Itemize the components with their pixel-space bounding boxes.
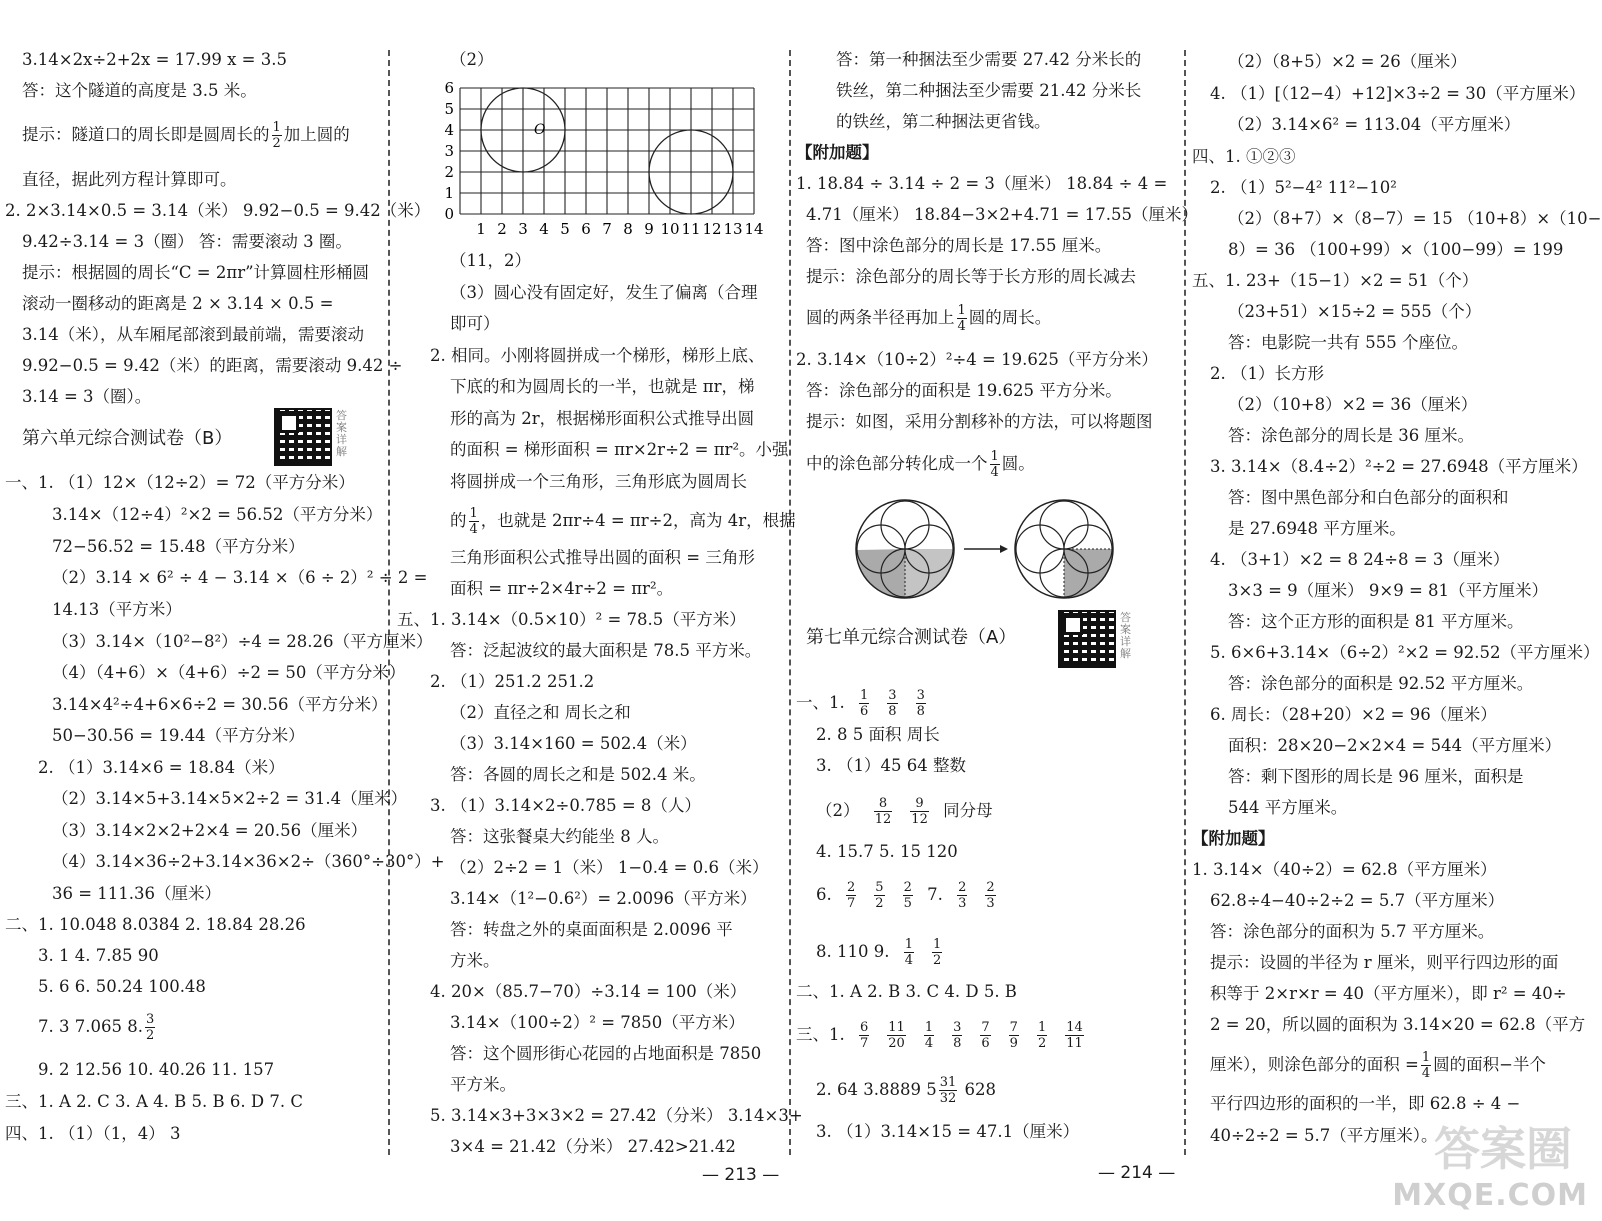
- text-line: （2）2÷2 = 1（米） 1−0.4 = 0.6（米）: [450, 858, 769, 877]
- text-line: 8）= 36 （100+99）×（100−99）= 199: [1228, 240, 1564, 259]
- text: 同分母: [943, 801, 993, 820]
- fraction-line: [816, 796, 993, 827]
- fraction: [957, 303, 967, 334]
- text-line: 答：剩下图形的周长是 96 厘米，面积是: [1228, 767, 1524, 786]
- fraction-line: [816, 937, 951, 968]
- text-line: 3. 3.14×（8.4÷2）²÷2 = 27.6948（平方厘米）: [1210, 457, 1588, 476]
- text: 三、1.: [796, 1025, 845, 1044]
- numerator: 2: [958, 880, 967, 895]
- numerator: 31: [939, 1075, 957, 1090]
- text-line: [450, 506, 796, 537]
- fraction: [985, 880, 995, 911]
- x-tick-label: 3: [518, 220, 528, 238]
- fraction: [145, 1012, 155, 1043]
- x-tick-label: 6: [581, 220, 591, 238]
- text-line: （3）3.14×2×2+2×4 = 20.56（厘米）: [52, 821, 368, 840]
- text-line: 3. （1）3.14×15 = 47.1（厘米）: [816, 1122, 1080, 1141]
- numerator: 1: [957, 303, 966, 318]
- x-tick-label: 7: [602, 220, 612, 238]
- fraction: [903, 880, 913, 911]
- text-line: 3. 1 4. 7.85 90: [38, 946, 159, 965]
- text-line: 2. （1）5²−4² 11²−10²: [1210, 178, 1397, 197]
- denominator: 11: [1066, 1036, 1083, 1051]
- text-line: 544 平方厘米。: [1228, 798, 1348, 817]
- text-line: 四、1. ①②③: [1192, 147, 1296, 166]
- denominator: 8: [953, 1036, 962, 1051]
- text-line: [806, 449, 1035, 480]
- text-line: 2. （1）长方形: [1210, 364, 1324, 383]
- text-line: 答：各圆的周长之和是 502.4 米。: [450, 765, 706, 784]
- text: 加上圆的: [283, 125, 350, 144]
- text-line: 3.14×2x÷2+2x = 17.99 x = 3.5: [22, 50, 287, 69]
- numerator: 1: [272, 120, 281, 135]
- fraction-group: [837, 880, 922, 911]
- text-line: [806, 303, 1051, 334]
- numerator: 1: [933, 937, 942, 952]
- text-line: 直径，据此列方程计算即可。: [22, 170, 237, 189]
- fraction-group: [850, 688, 935, 719]
- text-line: 36 = 111.36（厘米）: [52, 884, 222, 903]
- text-line: 答：这张餐桌大约能坐 8 人。: [450, 827, 669, 846]
- x-tick-label: 12: [702, 220, 722, 238]
- text-line: 9.92−0.5 = 9.42（米）的距离，需要滚动 9.42 ÷: [22, 356, 403, 375]
- text-line: 三角形面积公式推导出圆的面积 = 三角形: [450, 548, 755, 567]
- numerator: 2: [847, 880, 856, 895]
- denominator: 2: [272, 136, 281, 151]
- numerator: 3: [888, 688, 897, 703]
- numerator: 1: [469, 506, 478, 521]
- denominator: 2: [933, 953, 942, 968]
- text-line: 提示：涂色部分的周长等于长方形的周长减去: [806, 267, 1136, 286]
- denominator: 8: [916, 704, 925, 719]
- circle-figure-left: [856, 500, 954, 598]
- numerator: 2: [903, 880, 912, 895]
- denominator: 5: [903, 896, 912, 911]
- y-tick-label: 6: [444, 79, 454, 97]
- text-line: （2）（10+8）×2 = 36（厘米）: [1228, 395, 1478, 414]
- text: 圆。: [1001, 454, 1035, 473]
- text-line: 3.14×（100÷2）² = 7850（平方米）: [450, 1013, 745, 1032]
- text-line: 下底的和为圆周长的一半，也就是 πr，梯: [450, 377, 755, 396]
- fraction: [859, 688, 869, 719]
- hint-line: [22, 120, 350, 151]
- fraction: [1037, 1020, 1047, 1051]
- denominator: 4: [469, 522, 478, 537]
- x-tick-label: 11: [681, 220, 701, 238]
- text-line: （2）3.14×5+3.14×5×2÷2 = 31.4（厘米）: [52, 789, 408, 808]
- circle-figure-right: [1015, 500, 1113, 598]
- text-line: 答：涂色部分的面积是 19.625 平方分米。: [806, 381, 1122, 400]
- column-1: [0, 0, 445, 1221]
- numerator: 9: [910, 796, 929, 812]
- numerator: 7: [1009, 1020, 1018, 1035]
- y-tick-label: 1: [444, 184, 454, 202]
- fraction: [952, 1020, 962, 1051]
- text-line: [38, 1012, 157, 1043]
- fraction: [887, 1020, 906, 1051]
- text-line: 5. 6 6. 50.24 100.48: [38, 977, 206, 996]
- text-line: 5. 6×6+3.14×（6÷2）²×2 = 92.52（平方厘米）: [1210, 643, 1600, 662]
- text-line: 二、1. 10.048 8.0384 2. 18.84 28.26: [5, 915, 306, 934]
- text-line: 3×4 = 21.42（分米） 27.42>21.42: [450, 1137, 736, 1156]
- text-line: 答：图中黑色部分和白色部分的面积和: [1228, 488, 1509, 507]
- text: （2）: [816, 801, 860, 820]
- text-line: 答：涂色部分的面积为 5.7 平方厘米。: [1210, 922, 1495, 941]
- text-line: 五、1. 3.14×（0.5×10）² = 78.5（平方米）: [397, 610, 746, 629]
- fraction: [272, 120, 282, 151]
- text-line: 4. （1）[（12−4）+12]×3÷2 = 30（平方厘米）: [1210, 84, 1586, 103]
- text-line: 平行四边形的面积的一半，即 62.8 ÷ 4 −: [1210, 1094, 1521, 1113]
- fraction: [1065, 1020, 1084, 1051]
- text-line: 4. 20×（85.7−70）÷3.14 = 100（米）: [430, 982, 747, 1001]
- text-line: 答：第一种捆法至少需要 27.42 分米长的: [836, 50, 1142, 69]
- coordinate-grid: [432, 80, 772, 240]
- text-line: 是 27.6948 平方厘米。: [1228, 519, 1406, 538]
- text: 提示：隧道口的周长即是圆周长的: [22, 125, 270, 144]
- fraction-group: [850, 1020, 1093, 1051]
- text-line: 4.71（厘米） 18.84−3×2+4.71 = 17.55（厘米）: [806, 205, 1198, 224]
- y-tick-label: 0: [444, 205, 454, 223]
- text-line: 5. 3.14×3+3×3×2 = 27.42（分米） 3.14×3+: [430, 1106, 803, 1125]
- denominator: 32: [939, 1091, 957, 1106]
- numerator: 3: [145, 1012, 155, 1027]
- x-tick-label: 5: [560, 220, 570, 238]
- numerator: 3: [916, 688, 925, 703]
- denominator: 8: [888, 704, 897, 719]
- numerator: 11: [888, 1020, 905, 1035]
- fraction: [904, 937, 914, 968]
- arrow: [964, 545, 1008, 553]
- text: 圆的面积−半个: [1433, 1055, 1546, 1074]
- fraction: [874, 796, 893, 827]
- fraction: [887, 688, 897, 719]
- text-line: 1. 3.14×（40÷2）= 62.8（平方厘米）: [1192, 860, 1497, 879]
- x-tick-label: 9: [644, 220, 654, 238]
- text-line: 4. （3+1）×2 = 8 24÷8 = 3（厘米）: [1210, 550, 1510, 569]
- text: 8. 110 9.: [816, 942, 890, 961]
- column-2: [392, 0, 803, 1221]
- text-line: （2）3.14 × 6² ÷ 4 − 3.14 ×（6 ÷ 2）² ÷ 2 =: [52, 568, 428, 587]
- y-tick-label: 4: [444, 121, 454, 139]
- x-tick-label: 8: [623, 220, 633, 238]
- text-line: （3）3.14×160 = 502.4（米）: [450, 734, 697, 753]
- text-line: 3×3 = 9（厘米） 9×9 = 81（平方厘米）: [1228, 581, 1549, 600]
- text-line: （2）: [450, 50, 494, 69]
- text-line: 形的高为 2r，根据梯形面积公式推导出圆: [450, 409, 755, 428]
- numerator: 14: [1066, 1020, 1083, 1035]
- column-3: [792, 0, 1198, 1221]
- text-line: （11，2）: [450, 251, 531, 270]
- text-line: 2 = 20，所以圆的面积为 3.14×20 = 62.8（平方: [1210, 1015, 1586, 1034]
- text-line: 3.14×（1²−0.6²）= 2.0096（平方米）: [450, 889, 757, 908]
- denominator: 7: [860, 1036, 869, 1051]
- text-line: 面积 = πr÷2×4r÷2 = πr²。: [450, 579, 674, 598]
- denominator: 12: [911, 812, 928, 827]
- denominator: 9: [1009, 1036, 1018, 1051]
- fraction-line: [796, 688, 935, 719]
- text-line: 3.14×4²÷4+6×6÷2 = 30.56（平方分米）: [52, 695, 388, 714]
- denominator: 2: [875, 896, 884, 911]
- text: 一、1.: [796, 693, 845, 712]
- y-tick-label: 5: [444, 100, 454, 118]
- center-label-o: O: [534, 122, 546, 138]
- text-line: （3）圆心没有固定好，发生了偏离（合理: [450, 283, 758, 302]
- qr-code[interactable]: [1058, 610, 1116, 668]
- numerator: 5: [875, 880, 884, 895]
- text-line: 铁丝，第二种捆法至少需要 21.42 分米长: [836, 81, 1142, 100]
- numerator: 7: [981, 1020, 990, 1035]
- text-line: 9. 2 12.56 10. 40.26 11. 157: [38, 1060, 275, 1079]
- circle-transform-figure: [852, 495, 1172, 605]
- text-line: 答：涂色部分的面积是 92.52 平方厘米。: [1228, 674, 1534, 693]
- text: 的: [450, 511, 467, 530]
- qr-code[interactable]: [274, 408, 332, 466]
- x-tick-label: 14: [744, 220, 764, 238]
- text-line: 1. 18.84 ÷ 3.14 ÷ 2 = 3（厘米） 18.84 ÷ 4 =: [796, 174, 1168, 193]
- text-line: 四、1. （1）（1，4） 3: [5, 1124, 181, 1143]
- fraction-line: [796, 1020, 1093, 1051]
- text: 628: [964, 1080, 997, 1099]
- text-line: 2. （1）251.2 251.2: [430, 672, 595, 691]
- text-line: （2）直径之和 周长之和: [450, 703, 631, 722]
- text-line: 答：转盘之外的桌面面积是 2.0096 平: [450, 920, 733, 939]
- numerator: 1: [1421, 1050, 1431, 1065]
- text-line: 一、1. （1）12×（12÷2）= 72（平方分米）: [5, 473, 355, 492]
- text-line: 2. 8 5 面积 周长: [816, 725, 940, 744]
- text-line: 2. 相同。小刚将圆拼成一个梯形，梯形上底、: [430, 346, 765, 365]
- text-line: 答：这个隧道的高度是 3.5 米。: [22, 81, 257, 100]
- denominator: 7: [847, 896, 856, 911]
- watermark-text: MXQE.COM: [1392, 1178, 1588, 1213]
- text-line: 提示：设圆的半径为 r 厘米，则平行四边形的面: [1210, 953, 1559, 972]
- text-line: 即可）: [450, 314, 500, 333]
- fraction: [469, 506, 479, 537]
- x-tick-label: 13: [723, 220, 743, 238]
- text-line: 积等于 2×r×r = 40（平方厘米），即 r² = 40÷: [1210, 984, 1567, 1003]
- denominator: 6: [981, 1036, 990, 1051]
- text-line: 3.14×（12÷4）²×2 = 56.52（平方分米）: [52, 505, 383, 524]
- page-number-value: 213: [724, 1165, 757, 1185]
- fraction-group: [865, 796, 938, 827]
- section-title: 第六单元综合测试卷（B）: [22, 428, 233, 449]
- text-line: 62.8÷4−40÷2÷2 = 5.7（平方厘米）: [1210, 891, 1505, 910]
- text-line: 答：涂色部分的周长是 36 厘米。: [1228, 426, 1474, 445]
- text-line: 的铁丝，第二种捆法更省钱。: [836, 112, 1051, 131]
- fraction: [1421, 1050, 1431, 1081]
- page-number: — 213 —: [702, 1165, 780, 1185]
- denominator: 12: [874, 812, 892, 827]
- text-line: 答：这个正方形的面积是 81 平方厘米。: [1228, 612, 1524, 631]
- numerator: 1: [990, 449, 999, 464]
- text-line: 2. 3.14×（10÷2）²÷4 = 19.625（平方分米）: [796, 350, 1158, 369]
- fraction: [939, 1075, 958, 1106]
- numerator: 1: [924, 1020, 934, 1035]
- fraction: [980, 1020, 990, 1051]
- text: 2. 64 3.8889 5: [816, 1080, 937, 1099]
- numerator: 1: [904, 937, 913, 952]
- text: 圆的周长。: [968, 308, 1052, 327]
- text: 7.: [927, 885, 943, 904]
- text: 6.: [816, 885, 832, 904]
- text-line: 方米。: [450, 951, 500, 970]
- denominator: 4: [904, 953, 913, 968]
- numerator: 1: [860, 688, 869, 703]
- x-tick-label: 2: [497, 220, 507, 238]
- x-tick-label: 1: [476, 220, 486, 238]
- fraction: [910, 796, 929, 827]
- text-line: 3.14 = 3（圈）。: [22, 387, 152, 406]
- text: 圆的两条半径再加上: [806, 308, 955, 327]
- numerator: 3: [953, 1020, 962, 1035]
- text-line: 答：图中涂色部分的周长是 17.55 厘米。: [806, 236, 1112, 255]
- text-line: 2. 2×3.14×0.5 = 3.14（米） 9.92−0.5 = 9.42（米）: [5, 201, 431, 220]
- text-line: 提示：如图，采用分割移补的方法，可以将题图: [806, 412, 1153, 431]
- text: ，也就是 2πr÷4 = πr÷2，高为 4r，根据: [480, 511, 796, 530]
- text-line: （4）（4+6）×（4+6）÷2 = 50（平方分米）: [52, 663, 406, 682]
- denominator: 6: [860, 704, 869, 719]
- denominator: 2: [1037, 1036, 1047, 1051]
- fraction: [916, 688, 926, 719]
- qr-caption: 答案详解: [1120, 611, 1131, 660]
- fraction: [924, 1020, 934, 1051]
- numerator: 2: [986, 880, 995, 895]
- x-tick-label: 10: [660, 220, 680, 238]
- text-line: 的面积 = 梯形面积 = πr×2r÷2 = πr²。小强: [450, 440, 789, 459]
- text: 中的涂色部分转化成一个: [806, 454, 988, 473]
- text-line: （4）3.14×36÷2+3.14×36×2÷（360°÷30°）+: [52, 852, 445, 871]
- text-line: 三、1. A 2. C 3. A 4. B 5. B 6. D 7. C: [5, 1092, 303, 1111]
- fraction-line: [816, 880, 1005, 911]
- denominator: 3: [958, 896, 967, 911]
- denominator: 4: [1421, 1066, 1431, 1081]
- page-number: — 214 —: [1098, 1163, 1176, 1183]
- text-line: 3. （1）3.14×2÷0.785 = 8（人）: [430, 796, 701, 815]
- text-line: 提示：根据圆的周长“C = 2πr”计算圆柱形桶圆: [22, 263, 370, 282]
- text: 7. 3 7.065 8.: [38, 1017, 143, 1036]
- section-heading: 【附加题】: [796, 143, 879, 162]
- text-line: （23+51）×15÷2 = 555（个）: [1228, 302, 1482, 321]
- text-line: 4. 15.7 5. 15 120: [816, 842, 958, 861]
- denominator: 4: [924, 1036, 934, 1051]
- fraction: [990, 449, 1000, 480]
- text-line: 9.42÷3.14 = 3（圈） 答：需要滚动 3 圈。: [22, 232, 352, 251]
- numerator: 1: [1037, 1020, 1047, 1035]
- text-line: 50−30.56 = 19.44（平方分米）: [52, 726, 305, 745]
- text-line: （2）（8+5）×2 = 26（厘米）: [1228, 52, 1467, 71]
- text-line: 二、1. A 2. B 3. C 4. D 5. B: [796, 982, 1017, 1001]
- x-tick-label: 4: [539, 220, 549, 238]
- denominator: 3: [986, 896, 995, 911]
- text-line: 面积：28×20−2×2×4 = 544（平方厘米）: [1228, 736, 1562, 755]
- denominator: 20: [888, 1036, 905, 1051]
- fraction: [957, 880, 967, 911]
- fraction-group: [948, 880, 1005, 911]
- text-line: 40÷2÷2 = 5.7（平方厘米）。: [1210, 1126, 1438, 1145]
- text-line: 6. 周长：（28+20）×2 = 96（厘米）: [1210, 705, 1497, 724]
- text-line: 14.13（平方米）: [52, 600, 182, 619]
- y-tick-label: 2: [444, 163, 454, 181]
- text-line: 3.14（米），从车厢尾部滚到最前端，需要滚动: [22, 325, 364, 344]
- text-line: 72−56.52 = 15.48（平方分米）: [52, 537, 305, 556]
- page-number-value: 214: [1120, 1163, 1153, 1183]
- y-tick-label: 3: [444, 142, 454, 160]
- text-line: （2）（8+7）×（8−7）= 15 （10+8）×（10−: [1228, 209, 1602, 228]
- fraction: [1009, 1020, 1019, 1051]
- section-heading: 【附加题】: [1192, 829, 1275, 848]
- denominator: 4: [957, 319, 966, 334]
- fraction: [932, 937, 942, 968]
- numerator: 6: [860, 1020, 869, 1035]
- text-line: 2. （1）3.14×6 = 18.84（米）: [38, 758, 285, 777]
- fraction: [859, 1020, 869, 1051]
- text-line: 答：电影院一共有 555 个座位。: [1228, 333, 1468, 352]
- text-line: 答：这个圆形街心花园的占地面积是 7850: [450, 1044, 762, 1063]
- text-line: 五、1. 23+（15−1）×2 = 51（个）: [1192, 271, 1479, 290]
- fraction-group: [895, 937, 952, 968]
- section-title: 第七单元综合测试卷（A）: [806, 627, 1017, 648]
- text-line: [1210, 1050, 1546, 1081]
- text-line: 将圆拼成一个三角形，三角形底为圆周长: [450, 472, 747, 491]
- qr-caption: 答案详解: [336, 409, 347, 458]
- text-line: 答：泛起波纹的最大面积是 78.5 平方米。: [450, 641, 762, 660]
- fraction: [846, 880, 856, 911]
- text-line: 滚动一圈移动的距离是 2 × 3.14 × 0.5 =: [22, 294, 334, 313]
- fraction: [874, 880, 884, 911]
- text: 厘米），则涂色部分的面积 =: [1210, 1055, 1419, 1074]
- denominator: 2: [145, 1028, 155, 1043]
- watermark-logo: 答案圈: [1434, 1122, 1572, 1176]
- text-line: （2）3.14×6² = 113.04（平方厘米）: [1228, 115, 1521, 134]
- numerator: 8: [874, 796, 893, 812]
- denominator: 4: [990, 465, 999, 480]
- text-line: 3. （1）45 64 整数: [816, 756, 966, 775]
- text-line: 平方米。: [450, 1075, 516, 1094]
- text-line: （3）3.14×（10²−8²）÷4 = 28.26（平方厘米）: [52, 632, 433, 651]
- text-line: [816, 1075, 996, 1106]
